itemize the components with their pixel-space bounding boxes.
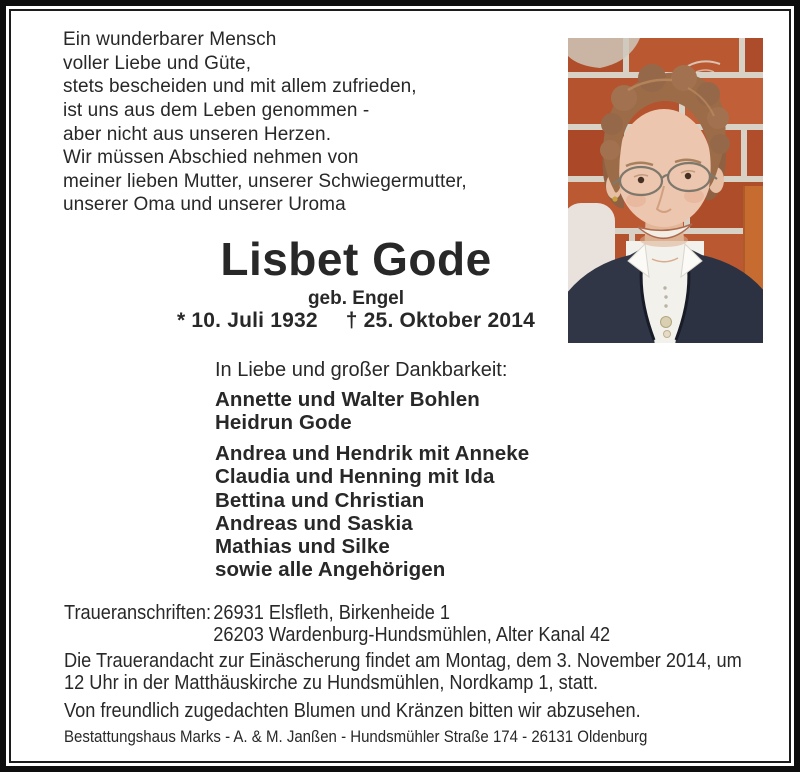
verse-line: stets bescheiden und mit allem zufrieden,	[63, 76, 417, 98]
deceased-name: Lisbet Gode	[220, 233, 492, 285]
mourner-line: Andreas und Saskia	[215, 511, 413, 535]
service-line: 12 Uhr in der Matthäuskirche zu Hundsmühlen, Nordkamp 1, statt.	[64, 672, 599, 694]
mourner-line: Bettina und Christian	[215, 488, 425, 512]
farewell-line: meiner lieben Mutter, unserer Schwiegermutter,	[63, 170, 467, 192]
mourners-group-2	[215, 442, 529, 582]
mourner-line: Mathias und Silke	[215, 535, 390, 559]
opening-verse	[63, 28, 417, 147]
verse-line: ist uns aus dem Leben genommen -	[63, 100, 370, 122]
farewell-line: unserer Oma und unserer Uroma	[63, 194, 346, 216]
address-line: 26203 Wardenburg-Hundsmühlen, Alter Kanal 42	[213, 624, 611, 646]
mourner-line: Andrea und Hendrik mit Anneke	[215, 442, 530, 465]
mourners-group-1	[215, 388, 480, 435]
mourner-line: Annette und Walter Bohlen	[215, 388, 480, 411]
gratitude-line: In Liebe und großer Dankbarkeit:	[215, 359, 508, 381]
service-line: Die Trauerandacht zur Einäscherung findet am Montag, dem 3. November 2014, um	[64, 650, 742, 672]
mourner-line: Claudia und Henning mit Ida	[215, 465, 495, 489]
verse-line: voller Liebe und Güte,	[63, 52, 252, 74]
addresses-label: Traueranschriften:	[64, 602, 212, 624]
deceased-birth-name: geb. Engel	[307, 288, 405, 309]
mourner-line: Heidrun Gode	[215, 411, 352, 435]
flowers-notice: Von freundlich zugedachten Blumen und Kränzen bitten wir abzusehen.	[64, 700, 641, 722]
address-line: 26931 Elsfleth, Birkenheide 1	[213, 602, 451, 624]
service-notice	[64, 650, 742, 694]
mourning-addresses	[64, 602, 610, 646]
death-date: † 25. Oktober 2014	[345, 309, 535, 332]
mourner-line: sowie alle Angehörigen	[215, 558, 446, 582]
birth-date: * 10. Juli 1932	[177, 309, 318, 332]
life-dates	[100, 309, 612, 333]
verse-line: aber nicht aus unseren Herzen.	[63, 123, 332, 145]
verse-line: Ein wunderbarer Mensch	[63, 29, 277, 50]
funeral-home-line: Bestattungshaus Marks - A. & M. Janßen - Hundsmühler Straße 174 - 26131 Oldenburg	[64, 728, 648, 746]
farewell-paragraph	[63, 146, 467, 217]
farewell-line: Wir müssen Abschied nehmen von	[63, 147, 359, 168]
